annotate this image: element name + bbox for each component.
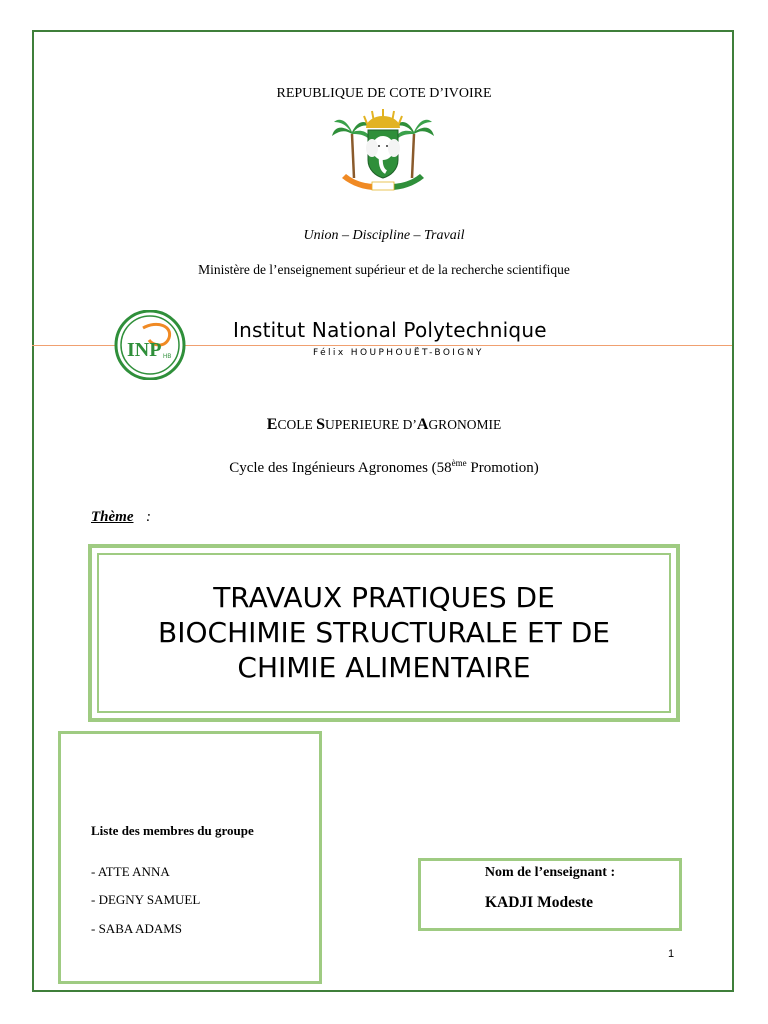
report-title	[114, 580, 654, 685]
teacher-name: KADJI Modeste	[484, 894, 594, 911]
left-palm-tree	[332, 120, 370, 178]
national-motto: Union – Discipline – Travail	[303, 228, 465, 243]
right-palm-tree	[396, 120, 434, 178]
school-name-rest: GRONOMIE	[428, 417, 502, 432]
rising-sun-icon	[364, 109, 402, 128]
coat-of-arms-emblem	[332, 108, 434, 192]
report-title-line: CHIMIE ALIMENTAIRE	[237, 650, 531, 684]
ministry-name: Ministère de l’enseignement supérieur et de la recherche scientifique	[198, 262, 570, 277]
members-box	[58, 731, 322, 984]
inp-logo-text: INP	[127, 339, 162, 361]
cycle-text-end: Promotion)	[466, 460, 539, 476]
school-name-rest: COLE	[277, 417, 317, 432]
title-box	[97, 553, 671, 713]
members-heading: Liste des membres du groupe	[91, 823, 254, 838]
teacher-label: Nom de l’enseignant :	[484, 865, 616, 880]
cycle-text: Cycle des Ingénieurs Agronomes (58	[229, 460, 452, 476]
school-name-initial: S	[316, 416, 325, 433]
institute-title: Institut National Polytechnique	[233, 318, 551, 342]
theme-label: Thème	[91, 509, 134, 525]
republic-header: REPUBLIQUE DE COTE D’IVOIRE	[276, 86, 492, 101]
institute-subtitle: Félix HOUPHOUËT-BOIGNY	[313, 348, 484, 358]
school-name-initial: E	[266, 416, 278, 433]
member-item: - SABA ADAMS	[91, 921, 183, 936]
member-item: - ATTE ANNA	[91, 864, 170, 879]
inp-logo-subtext: HB	[163, 354, 172, 360]
school-name-rest: UPERIEURE D’	[325, 417, 417, 432]
page-number: 1	[668, 948, 675, 960]
school-name-initial: A	[416, 416, 429, 433]
inp-logo	[113, 310, 187, 380]
cycle-superscript: ème	[451, 458, 467, 468]
ribbon-center	[372, 182, 394, 190]
report-title-line: TRAVAUX PRATIQUES DE	[213, 580, 555, 614]
engineering-cycle	[0, 458, 768, 477]
school-name	[0, 416, 768, 434]
theme-colon: :	[146, 509, 151, 525]
member-item: - DEGNY SAMUEL	[91, 892, 201, 907]
report-title-line: BIOCHIMIE STRUCTURALE ET DE	[158, 615, 610, 649]
